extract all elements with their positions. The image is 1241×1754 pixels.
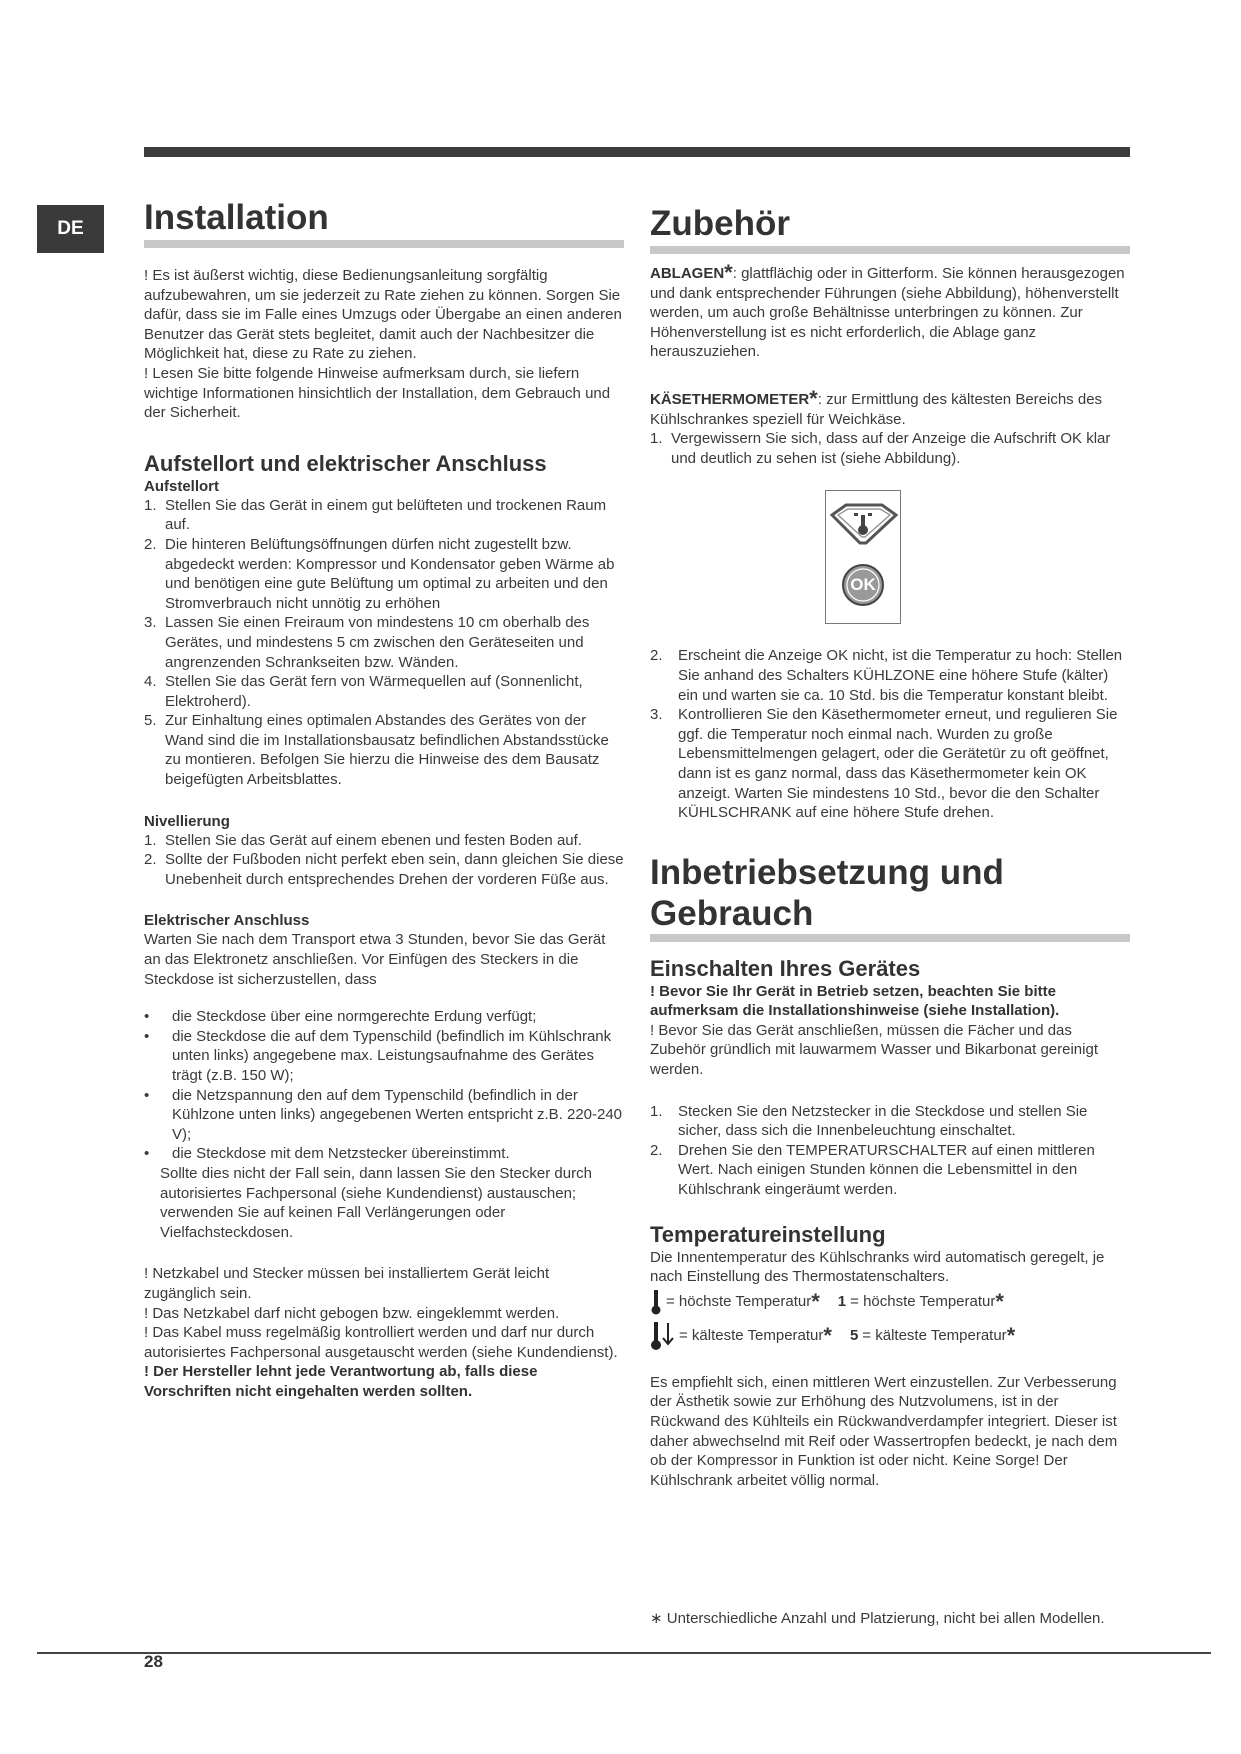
page-number: 28 <box>144 1652 163 1671</box>
nivellierung-list <box>144 831 624 890</box>
footnote: ∗ Unterschiedliche Anzahl und Platzierung, nicht bei allen Modellen. <box>650 1610 1105 1627</box>
temperatur-intro: Die Innentemperatur des Kühlschranks wird automatisch geregelt, je nach Einstellung des Thermostatenschalters. <box>650 1248 1105 1286</box>
kaese-list-b <box>650 646 1130 822</box>
elektro-after: Sollte dies nicht der Fall sein, dann lassen Sie den Stecker durch autorisiertes Fachpersonal (siehe Kundendienst) austauschen; verwenden Sie auf keinen Fall Verlängerungen oder Vielfachsteckdosen. <box>160 1164 592 1241</box>
list-item: 2. Die hinteren Belüftungsöffnungen dürfen nicht zugestellt bzw. abgedeckt werden: Kompressor und Kondensator geben Wärme ab und benötigen eine gute Belüftung um optimal zu arbeiten und den Stromverbrauch nicht unnötig zu erhöhen <box>144 535 615 612</box>
temp-row-coldest: = kälteste Temperatur * 5 = kälteste Temperatur * <box>650 1321 1130 1351</box>
aufstellort-subtitle: Aufstellort <box>144 477 219 495</box>
note-1: ! Netzkabel und Stecker müssen bei installiertem Gerät leicht zugänglich sein. <box>144 1265 550 1302</box>
note-3: ! Das Kabel muss regelmäßig kontrolliert werden und darf nur durch autorisiertes Fachpersonal ausgetauscht werden (siehe Kundendienst). <box>144 1324 618 1361</box>
asterisk-mark: * <box>809 385 818 411</box>
list-item: 2. Erscheint die Anzeige OK nicht, ist die Temperatur zu hoch: Stellen Sie anhand des Schalters KÜHLZONE eine höhere Stufe (kälter) ein und warten sie ca. 10 Std. bis die Temperatur konstant bleibt. <box>650 647 1123 704</box>
kaese-paragraph: KÄSETHERMOMETER*: zur Ermittlung des kältesten Bereichs des Kühlschrankes speziell für Weichkäse. <box>650 385 1103 428</box>
list-item: • die Steckdose die auf dem Typenschild (befindlich im Kühlschrank unten links) angegebene max. Leistungsaufnahme des Gerätes trägt (z.B. 150 W); <box>144 1027 624 1086</box>
intro-paragraph-1: ! Es ist äußerst wichtig, diese Bedienungsanleitung sorgfältig aufzubewahren, um sie jederzeit zu Rate ziehen zu können. Sorgen Sie dafür, dass sie im Falle eines Umzugs oder Übergabe an einen anderen Benutzer das Gerät stets begleitet, damit auch der Nachbesitzer die Möglichkeit hat, diese zu Rate zu ziehen. <box>144 267 622 363</box>
note-2: ! Das Netzkabel darf nicht gebogen bzw. eingeklemmt werden. <box>144 1304 560 1322</box>
aufstellort-list <box>144 496 624 790</box>
ablagen-paragraph: ABLAGEN*: glattflächig oder in Gitterform. Sie können herausgezogen und dank entsprechender Führungen (siehe Abbildung), höhenverstellt werden, um auch große Behältnisse unterbringen zu können. Zur Höhenverstellung ist es nicht erforderlich, die Ablage ganz herauszuziehen. <box>650 260 1125 361</box>
einschalten-warning: ! Bevor Sie Ihr Gerät in Betrieb setzen, beachten Sie bitte aufmerksam die Installationshinweise (siehe Installation). <box>650 982 1060 1020</box>
installation-title: Installation <box>144 198 624 248</box>
elektro-bullets <box>144 1007 624 1164</box>
asterisk-mark: * <box>724 260 733 285</box>
right-column <box>650 198 1130 1490</box>
list-item: 4. Stellen Sie das Gerät fern von Wärmequellen auf (Sonnenlicht, Elektroherd). <box>144 673 583 710</box>
einschalten-title: Einschalten Ihres Gerätes <box>650 955 921 981</box>
temp-row-highest: = höchste Temperatur * 1 = höchste Temperatur * <box>650 1289 1130 1315</box>
kaese-list-a <box>650 429 1130 468</box>
thermometer-warm-icon <box>650 1289 662 1315</box>
list-item: • die Netzspannung den auf dem Typenschild (befindlich in der Kühlzone unten links) angegebenen Werten entspricht z.B. 220-240 V); <box>144 1086 624 1145</box>
inbetrieb-title-line1: Inbetriebsetzung und <box>650 852 1004 892</box>
list-item: 2. Drehen Sie den TEMPERATURSCHALTER auf einen mittleren Wert. Nach einigen Stunden können die Lebensmittel in den Kühlschrank eingeräumt werden. <box>650 1141 1095 1199</box>
temperatur-after: Es empfiehlt sich, einen mittleren Wert einzustellen. Zur Verbesserung der Ästhetik sowie zur Erhöhung des Nutzvolumens, ist in der Rückwand des Kühlteils ein Rückwandverdampfer integriert. Dieser ist daher abwechselnd mit Reif oder Wassertropfen bedeckt, je nach dem ob der Kompressor in Funktion ist oder nicht. Keine Sorge! Der Kühlschrank arbeitet völlig normal. <box>650 1373 1118 1489</box>
left-column <box>144 198 624 1402</box>
list-item: 1. Stellen Sie das Gerät in einem gut belüfteten und trockenen Raum auf. <box>144 496 607 534</box>
language-label: DE <box>57 218 84 239</box>
list-item: 1. Stecken Sie den Netzstecker in die Steckdose und stellen Sie sicher, dass sich die Innenbeleuchtung einschaltet. <box>650 1102 1088 1140</box>
section-title-aufstellort: Aufstellort und elektrischer Anschluss <box>144 450 547 476</box>
kaese-label: KÄSETHERMOMETER <box>650 390 810 408</box>
ok-label: OK <box>850 575 876 595</box>
list-item: 3. Kontrollieren Sie den Käsethermometer erneut, und regulieren Sie ggf. die Temperatur noch einmal nach. Wurden zu große Lebensmittelmengen gelagert, oder die Gerätetür zu oft geöffnet, dann ist es ganz normal, dass das Käsethermometer kein OK anzeigt. Warten Sie mindestens 10 Std., bevor die den Schalter KÜHLSCHRANK auf eine höhere Stufe drehen. <box>650 706 1118 822</box>
bottom-rule <box>37 1652 1211 1654</box>
temperatur-title: Temperatureinstellung <box>650 1221 886 1247</box>
zubehoer-title: Zubehör <box>650 204 1130 254</box>
elektro-intro: Warten Sie nach dem Transport etwa 3 Stunden, bevor Sie das Gerät an das Elektronetz anschließen. Vor Einfügen des Steckers in die Steckdose ist sicherzustellen, dass <box>144 931 606 988</box>
thermometer-indicator-icon <box>826 491 900 623</box>
thermometer-cold-icon <box>650 1321 676 1351</box>
list-item: 2. Sollte der Fußboden nicht perfekt eben sein, dann gleichen Sie diese Unebenheit durch entsprechendes Drehen der vorderen Füße aus. <box>144 851 624 888</box>
intro-paragraph-2: ! Lesen Sie bitte folgende Hinweise aufmerksam durch, sie liefern wichtige Informationen hinsichtlich der Installation, dem Gebrauch und der Sicherheit. <box>144 364 611 422</box>
einschalten-list <box>650 1102 1130 1200</box>
nivellierung-subtitle: Nivellierung <box>144 812 230 830</box>
elektro-subtitle: Elektrischer Anschluss <box>144 912 310 930</box>
top-rule <box>144 147 1130 157</box>
list-item: 5. Zur Einhaltung eines optimalen Abstandes des Gerätes von der Wand sind die im Installationsbausatz befindlichen Abstandsstücke zu montieren. Befolgen Sie hierzu die Hinweise des dem Bausatz beigefügten Arbeitsblattes. <box>144 712 609 789</box>
einschalten-note: ! Bevor Sie das Gerät anschließen, müssen die Fächer und das Zubehör gründlich mit lauwarmem Wasser und Bikarbonat gereinigt werden. <box>650 1021 1098 1079</box>
cheese-thermometer-figure <box>825 490 901 624</box>
language-tab <box>37 205 104 253</box>
list-item: • die Steckdose über eine normgerechte Erdung verfügt; <box>144 1007 624 1027</box>
list-item: 1. Stellen Sie das Gerät auf einem ebenen und festen Boden auf. <box>144 831 582 849</box>
ablagen-label: ABLAGEN <box>650 265 725 282</box>
note-4: ! Der Hersteller lehnt jede Verantwortung ab, falls diese Vorschriften nicht eingehalten werden sollten. <box>144 1363 538 1400</box>
inbetrieb-title-line2: Gebrauch <box>650 894 1130 942</box>
list-item: 1. Vergewissern Sie sich, dass auf der Anzeige die Aufschrift OK klar und deutlich zu sehen ist (siehe Abbildung). <box>650 430 1111 467</box>
list-item: • die Steckdose mit dem Netzstecker übereinstimmt. <box>144 1144 624 1164</box>
list-item: 3. Lassen Sie einen Freiraum von mindestens 10 cm oberhalb des Gerätes, und mindestens 5 cm zwischen den Geräteseiten und angrenzenden Schrankseiten bzw. Wänden. <box>144 614 590 671</box>
